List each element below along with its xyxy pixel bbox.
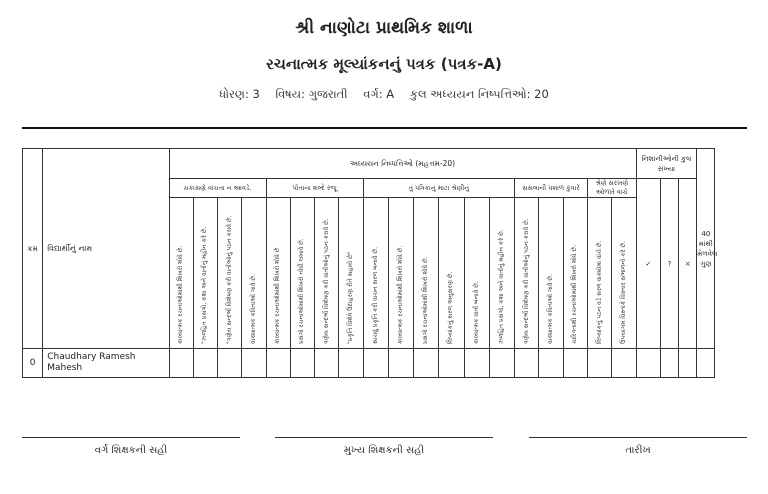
header-divider: [22, 127, 747, 129]
cell[interactable]: [587, 349, 611, 378]
check-symbol: ✓: [636, 179, 660, 349]
outcome-header-4: [242, 198, 266, 349]
outcome-header-14: [489, 198, 514, 349]
cell[interactable]: [563, 349, 587, 378]
outcome-header-19: [612, 198, 637, 349]
cell[interactable]: [636, 349, 660, 378]
outcome-text: ઝળહિત પ્રસંગો, કથા અને વાર્તાનું મહીન કરે છે.: [498, 229, 505, 344]
outcome-group-header: તું પત્રિકાનું માટા શ્રેણીનું: [363, 179, 515, 198]
cell[interactable]: [439, 349, 464, 378]
outcome-header-16: [539, 198, 563, 349]
outcome-header-1: [169, 198, 193, 349]
outcome-header-11: [414, 198, 439, 349]
outcome-text: ત્રણેય સન્દર્ભો વિશેષણ કરી વાર્તાઓનું પઠન કરાવે છે.: [322, 218, 330, 344]
cell[interactable]: [315, 349, 339, 378]
outcome-text: "પ્રકૃતિ વિશેષે ઉદાહરણ રીતે સહાયે છે": [346, 251, 354, 344]
outcome-header-12: [439, 198, 464, 349]
outcome-group-header: પોતાના શબ્દે રજૂ: [266, 179, 363, 198]
subject-label: વિષય: ગુજરાતી: [275, 87, 348, 101]
class-teacher-signature-line: [22, 437, 240, 438]
cell[interactable]: [464, 349, 489, 378]
outcome-text: ચારિત્રતાથી રચનાઓમાંથી શિખરો શોધે છે.: [571, 244, 579, 344]
cell[interactable]: [169, 349, 193, 378]
class-teacher-signature-label: વર્ગ શિક્ષકની સહી: [94, 445, 168, 456]
outcome-header-6: [290, 198, 314, 349]
outcome-text: સાચવું પ્રકૃતિ કરી વાચન સરળ બનાવે છે.: [371, 247, 379, 344]
outcomes-label: કુલ અધ્યયન નિષ્પત્તિઓ: 20: [409, 87, 549, 101]
date-signature-line: [529, 437, 747, 438]
cell[interactable]: [388, 349, 413, 378]
cell[interactable]: [515, 349, 539, 378]
outcome-text: ત્રણેય સન્દર્ભો વિશેષણ કરી વાર્તાઓનું પઠન કરાવે છે.: [522, 218, 530, 344]
outcome-text: "ત્રણેય સન્દર્ભો વિશેષણ કરી વાર્તાઓનું પઠન કરાવે છે.: [225, 215, 233, 344]
outcome-text: ઉપયાગમ વિસ્તાંકે વિસ્તાર સંભાળનો કરે છે.: [619, 241, 627, 344]
outcome-text: પ્રસંગો રચનાઓમાંથી શિખરો શોધે છે.: [422, 256, 430, 344]
cell[interactable]: [242, 349, 266, 378]
outcome-header-15: [515, 198, 539, 349]
cell[interactable]: [193, 349, 217, 378]
name-header: વિદ્યાર્થીનું નામ: [43, 149, 169, 349]
cell[interactable]: [679, 349, 697, 378]
principal-signature-line: [275, 437, 493, 438]
outcome-text: કાવ્યાત્મક રચનાઓમાંથી શિખરો શોધે છે: [274, 247, 282, 344]
outcome-text: "ઝળહિત પ્રસંગો, કથા અને વાર્તાનું મહીન કરે છે.: [201, 226, 209, 344]
outcome-text: કાવ્યાત્મક રચનાઓમાંથી શિખરો શોધે છે.: [177, 245, 185, 344]
outcome-header-18: [587, 198, 611, 349]
cell[interactable]: [660, 349, 678, 378]
cell[interactable]: [363, 349, 388, 378]
cell[interactable]: [697, 349, 715, 378]
principal-signature-label: મુખ્ય શિક્ષકની સહી: [343, 445, 425, 456]
outcome-text: વાક્યાત્મક કવિતાઓ ગાવે છે.: [547, 274, 555, 344]
cell[interactable]: [539, 349, 563, 378]
outcome-header-8: [339, 198, 363, 349]
date-label: તારીખ: [625, 445, 651, 456]
outcome-header-10: [388, 198, 413, 349]
cell[interactable]: [612, 349, 637, 378]
serial-header: ક્રમ: [23, 149, 43, 349]
marks-count-header: નિશાનીઓની કુલ સંખ્યા: [636, 149, 697, 179]
outcome-text: કાવ્યાત્મક રચનાઓમાંથી શિખરો શોધે છે.: [396, 245, 404, 344]
school-name: શ્રી નાણોટા પ્રાથમિક શાળા: [295, 18, 473, 38]
class-label: વર્ગ: A: [363, 87, 395, 101]
outcome-text: લિપ્યાંકનું પઠન વડે સરળ વાક્યોમાં વાંચે છે.: [595, 240, 603, 344]
outcome-header-3: [218, 198, 242, 349]
outcome-header-5: [266, 198, 290, 349]
report-title: રચનાત્મક મૂલ્યાંકનનું પત્રક (પત્રક-A): [266, 55, 502, 73]
outcome-group-header: શ્રેણે સરખણે ઓળખે વાંચે: [587, 179, 636, 198]
student-name: Chaudhary Ramesh Mahesh: [43, 349, 169, 378]
cell[interactable]: [489, 349, 514, 378]
cell[interactable]: [339, 349, 363, 378]
outcome-header-7: [315, 198, 339, 349]
outcome-header-13: [464, 198, 489, 349]
outcome-header-17: [563, 198, 587, 349]
outcome-text: પ્રસંગો રચનાઓમાંથી શિખરો નોંધી લખાવે છે.: [298, 238, 306, 344]
row-serial: 0: [23, 349, 43, 378]
cell[interactable]: [218, 349, 242, 378]
outcome-header-9: [363, 198, 388, 349]
outcome-text: લિપ્યાંકનું સરળ અનુસરણ છે.: [447, 271, 455, 344]
outcome-header-2: [193, 198, 217, 349]
outcome-group-header: ચકાસણે વાંચતા ન આવડે.: [169, 179, 266, 198]
cross-symbol: ×: [679, 179, 697, 349]
outcome-group-header: સસલાની પશાળ કુંવારે: [515, 179, 588, 198]
outcome-text: કાવ્યાત્મક વાર્તા બનાવે છે.: [472, 281, 480, 344]
cell[interactable]: [266, 349, 290, 378]
report-meta: [0, 87, 768, 102]
cell[interactable]: [290, 349, 314, 378]
outcome-text: વાક્યાત્મક કવિતાઓ ગાવે છે.: [249, 274, 257, 344]
question-symbol: ?: [660, 179, 678, 349]
grade-label: ધોરણ: 3: [219, 87, 260, 101]
table-row: [23, 349, 747, 378]
cell[interactable]: [414, 349, 439, 378]
marks-header: 40 માંથી મેળવેલ ગુણ: [697, 149, 715, 349]
outcomes-header: અધ્યયન નિષ્પત્તિઓ (મહત્તમ-20): [169, 149, 636, 179]
assessment-table: [22, 148, 747, 378]
